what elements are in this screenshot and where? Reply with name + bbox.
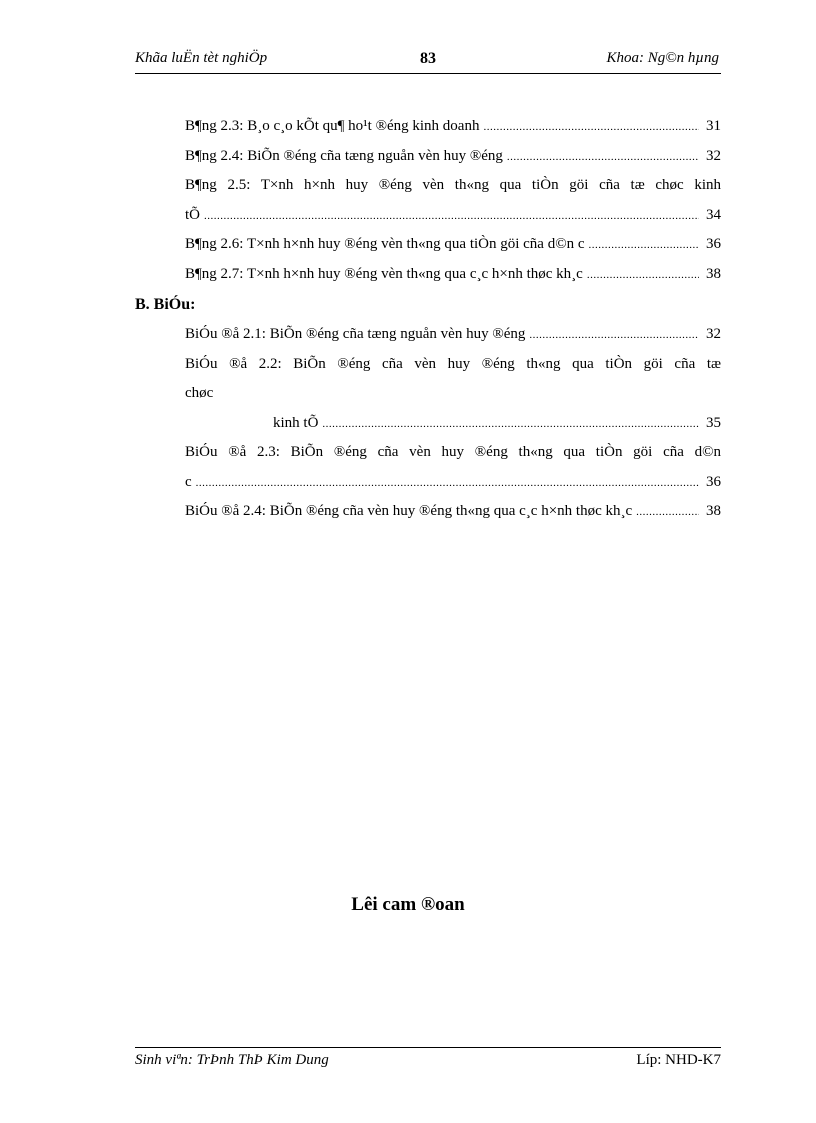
toc-entry-label: BiÓu ®å 2.4: BiÕn ®éng cña vèn huy ®éng th«ng qua c¸c h×nh thøc kh¸c: [185, 503, 633, 519]
page-footer: [135, 1047, 721, 1072]
toc-entry[interactable]: [135, 112, 721, 142]
toc-entry[interactable]: [135, 142, 721, 172]
toc-entry-label: B¶ng 2.4: BiÕn ®éng cña tæng nguån vèn huy ®éng: [185, 147, 503, 164]
dot-leader: [483, 112, 699, 143]
toc-entry-continued[interactable]: [135, 201, 721, 231]
toc-entry-label: BiÓu ®å 2.1: BiÕn ®éng cña tæng nguån vèn huy ®éng: [185, 326, 526, 342]
toc-page-number: 36: [706, 236, 721, 252]
student-name: Sinh viªn: TrÞnh ThÞ Kim Dung: [135, 1052, 329, 1068]
toc-page-number: 36: [706, 473, 721, 490]
dot-leader: [196, 468, 699, 499]
toc-page-number: 35: [706, 414, 721, 431]
page-header: [135, 49, 721, 74]
toc-entry[interactable]: [135, 350, 721, 380]
faculty-label: Khoa: Ng©n hµng: [606, 50, 719, 66]
page-number: 83: [420, 50, 436, 67]
toc-entry-label: B¶ng 2.5: T×nh h×nh huy ®éng vèn th«ng qua tiÒn göi cña tæ chøc kinh: [185, 177, 721, 193]
dot-leader: [529, 320, 699, 351]
toc-entry-continued[interactable]: [135, 409, 721, 439]
toc-entry[interactable]: [135, 171, 721, 201]
toc-entry-continued[interactable]: [135, 379, 721, 409]
dot-leader: [636, 497, 699, 528]
table-of-contents: [135, 112, 721, 527]
thesis-label: Khãa luËn tèt nghiÖp: [135, 50, 268, 66]
section-title: Lêi cam ®oan: [351, 894, 465, 915]
toc-entry[interactable]: [135, 320, 721, 350]
toc-page-number: 32: [706, 326, 721, 342]
toc-page-number: 38: [706, 265, 721, 282]
toc-entry-label: tÕ: [185, 206, 200, 223]
dot-leader: [587, 260, 699, 291]
toc-entry-continued[interactable]: [135, 468, 721, 498]
toc-entry[interactable]: [135, 438, 721, 468]
toc-entry-label: BiÓu ®å 2.2: BiÕn ®éng cña vèn huy ®éng th«ng qua tiÒn göi cña tæ: [185, 355, 721, 372]
dot-leader: [322, 409, 699, 440]
toc-entry-label: chøc: [185, 385, 214, 401]
dot-leader: [507, 142, 699, 173]
toc-entry-label: B¶ng 2.6: T×nh h×nh huy ®éng vèn th«ng qua tiÒn göi cña d©n c: [185, 236, 585, 252]
class-label: Líp: NHD-K7: [636, 1052, 721, 1068]
toc-page-number: 34: [706, 206, 721, 223]
toc-entry-label: B¶ng 2.7: T×nh h×nh huy ®éng vèn th«ng qua c¸c h×nh thøc kh¸c: [185, 265, 583, 282]
toc-entry-label: BiÓu ®å 2.3: BiÕn ®éng cña vèn huy ®éng th«ng qua tiÒn göi cña d©n: [185, 444, 721, 460]
dot-leader: [204, 201, 699, 232]
charts-heading: B. BiÓu:: [135, 296, 196, 313]
toc-entry[interactable]: [135, 260, 721, 290]
toc-page-number: 32: [706, 147, 721, 164]
toc-page-number: 31: [706, 118, 721, 134]
toc-entry-label: c: [185, 473, 192, 490]
toc-entry-label: kinh tÕ: [273, 414, 319, 431]
toc-entry-label: B¶ng 2.3: B¸o c¸o kÕt qu¶ ho¹t ®éng kinh doanh: [185, 118, 480, 134]
toc-page-number: 38: [706, 503, 721, 519]
toc-entry[interactable]: [135, 497, 721, 527]
toc-entry[interactable]: [135, 230, 721, 260]
dot-leader: [589, 230, 699, 261]
